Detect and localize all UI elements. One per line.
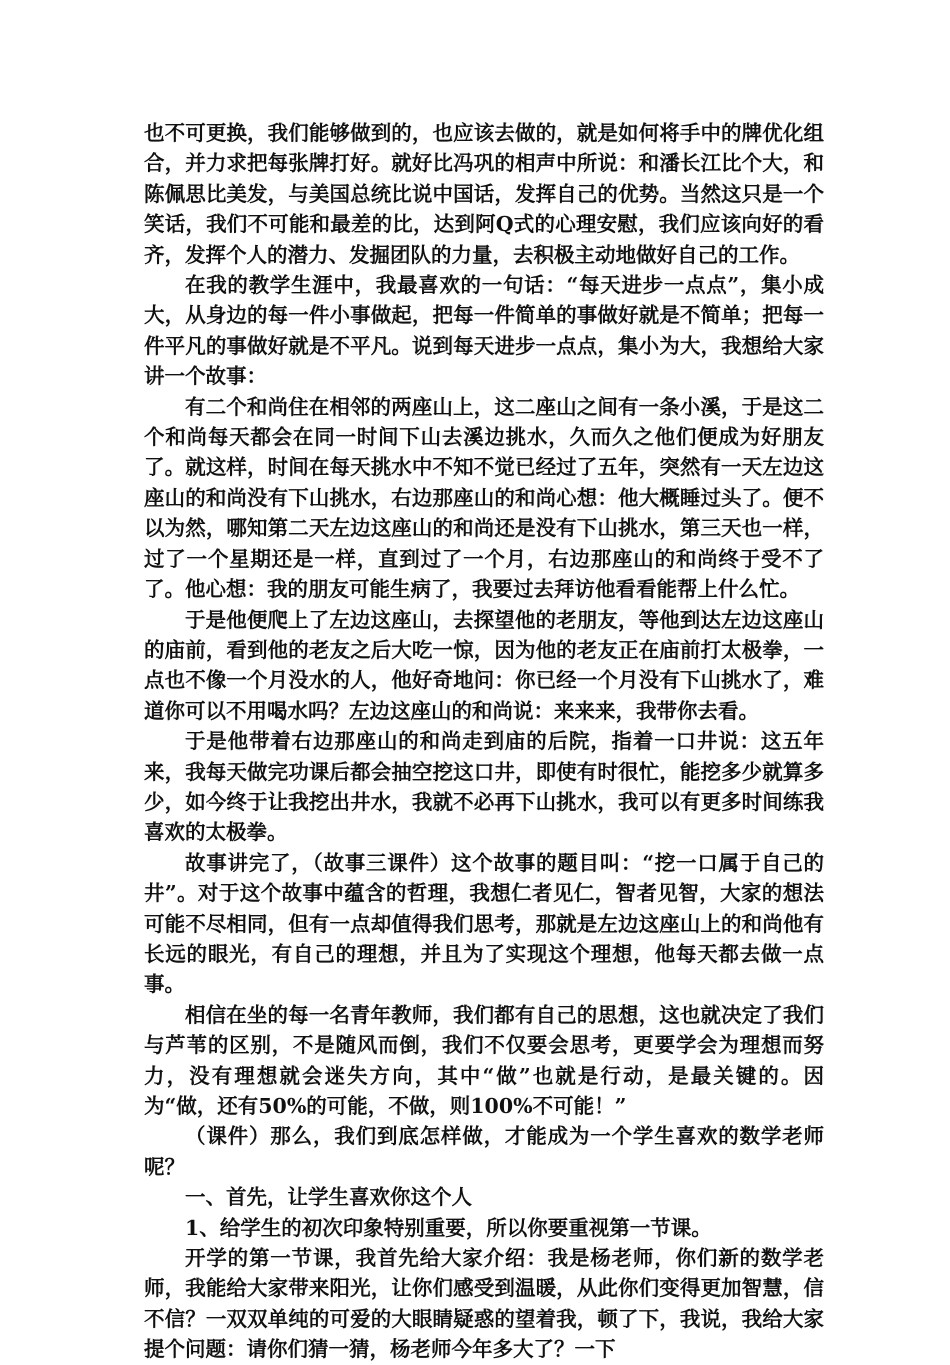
section-heading: 一、首先，让学生喜欢你这个人 [185, 1185, 472, 1210]
paragraph-8: （课件）那么，我们到底怎样做，才能成为一个学生喜欢的数学老师呢？ [144, 1124, 824, 1179]
paragraph-5: 于是他带着右边那座山的和尚走到庙的后院，指着一口井说：这五年来，我每天做完功课后都会抽空挖这口井，即使有时很忙，能挖多少就算多少，如今终于让我挖出井水，我就不必再下山挑水，我可以有更多时间练我喜欢的太极拳。 [144, 729, 824, 845]
document-page [144, 118, 824, 1365]
paragraph-4: 于是他便爬上了左边这座山，去探望他的老朋友，等他到达左边这座山的庙前，看到他的老友之后大吃一惊，因为他的老友正在庙前打太极拳，一点也不像一个月没水的人，他好奇地问：你已经一个月没有下山挑水了，难道你可以不用喝水吗？左边这座山的和尚说：来来来，我带你去看。 [144, 607, 824, 723]
paragraph-3: 有二个和尚住在相邻的两座山上，这二座山之间有一条小溪，于是这二个和尚每天都会在同一时间下山去溪边挑水，久而久之他们便成为好朋友了。就这样，时间在每天挑水中不知不觉已经过了五年，突然有一天左边这座山的和尚没有下山挑水，右边那座山的和尚心想：他大概睡过头了。便不以为然，哪知第二天左边这座山的和尚还是没有下山挑水，第三天也一样，过了一个星期还是一样，直到过了一个月，右边那座山的和尚终于受不了了。他心想：我的朋友可能生病了，我要过去拜访他看看能帮上什么忙。 [144, 394, 824, 602]
subsection-heading: 1、给学生的初次印象特别重要，所以你要重视第一节课。 [185, 1215, 712, 1240]
paragraph-7: 相信在坐的每一名青年教师，我们都有自己的思想，这也就决定了我们与芦苇的区别，不是随风而倒，我们不仅要会思考，更要学会为理想而努力，没有理想就会迷失方向，其中“做”也就是行动，是最关键的。因为“做，还有50%的可能，不做，则100%不可能！” [144, 1002, 824, 1118]
paragraph-6: 故事讲完了，（故事三课件）这个故事的题目叫：“挖一口属于自己的井”。对于这个故事中蕴含的哲理，我想仁者见仁，智者见智，大家的想法可能不尽相同，但有一点却值得我们思考，那就是左边这座山上的和尚他有长远的眼光，有自己的理想，并且为了实现这个理想，他每天都去做一点事。 [144, 850, 824, 997]
paragraph-11: 开学的第一节课，我首先给大家介绍：我是杨老师，你们新的数学老师，我能给大家带来阳光，让你们感受到温暖，从此你们变得更加智慧，信不信？一双双单纯的可爱的大眼睛疑惑的望着我，顿了下，我说，我给大家提个问题：请你们猜一猜，杨老师今年多大了？一下 [144, 1246, 824, 1362]
paragraph-2: 在我的教学生涯中，我最喜欢的一句话：“每天进步一点点”，集小成大，从身边的每一件小事做起，把每一件简单的事做好就是不简单；把每一件平凡的事做好就是不平凡。说到每天进步一点点，集小为大，我想给大家讲一个故事： [144, 273, 824, 389]
paragraph-1: 也不可更换，我们能够做到的，也应该去做的，就是如何将手中的牌优化组合，并力求把每张牌打好。就好比冯巩的相声中所说：和潘长江比个大，和陈佩思比美发，与美国总统比说中国话，发挥自己的优势。当然这只是一个笑话，我们不可能和最差的比，达到阿Q式的心理安慰，我们应该向好的看齐，发挥个人的潜力、发掘团队的力量，去积极主动地做好自己的工作。 [144, 121, 824, 267]
